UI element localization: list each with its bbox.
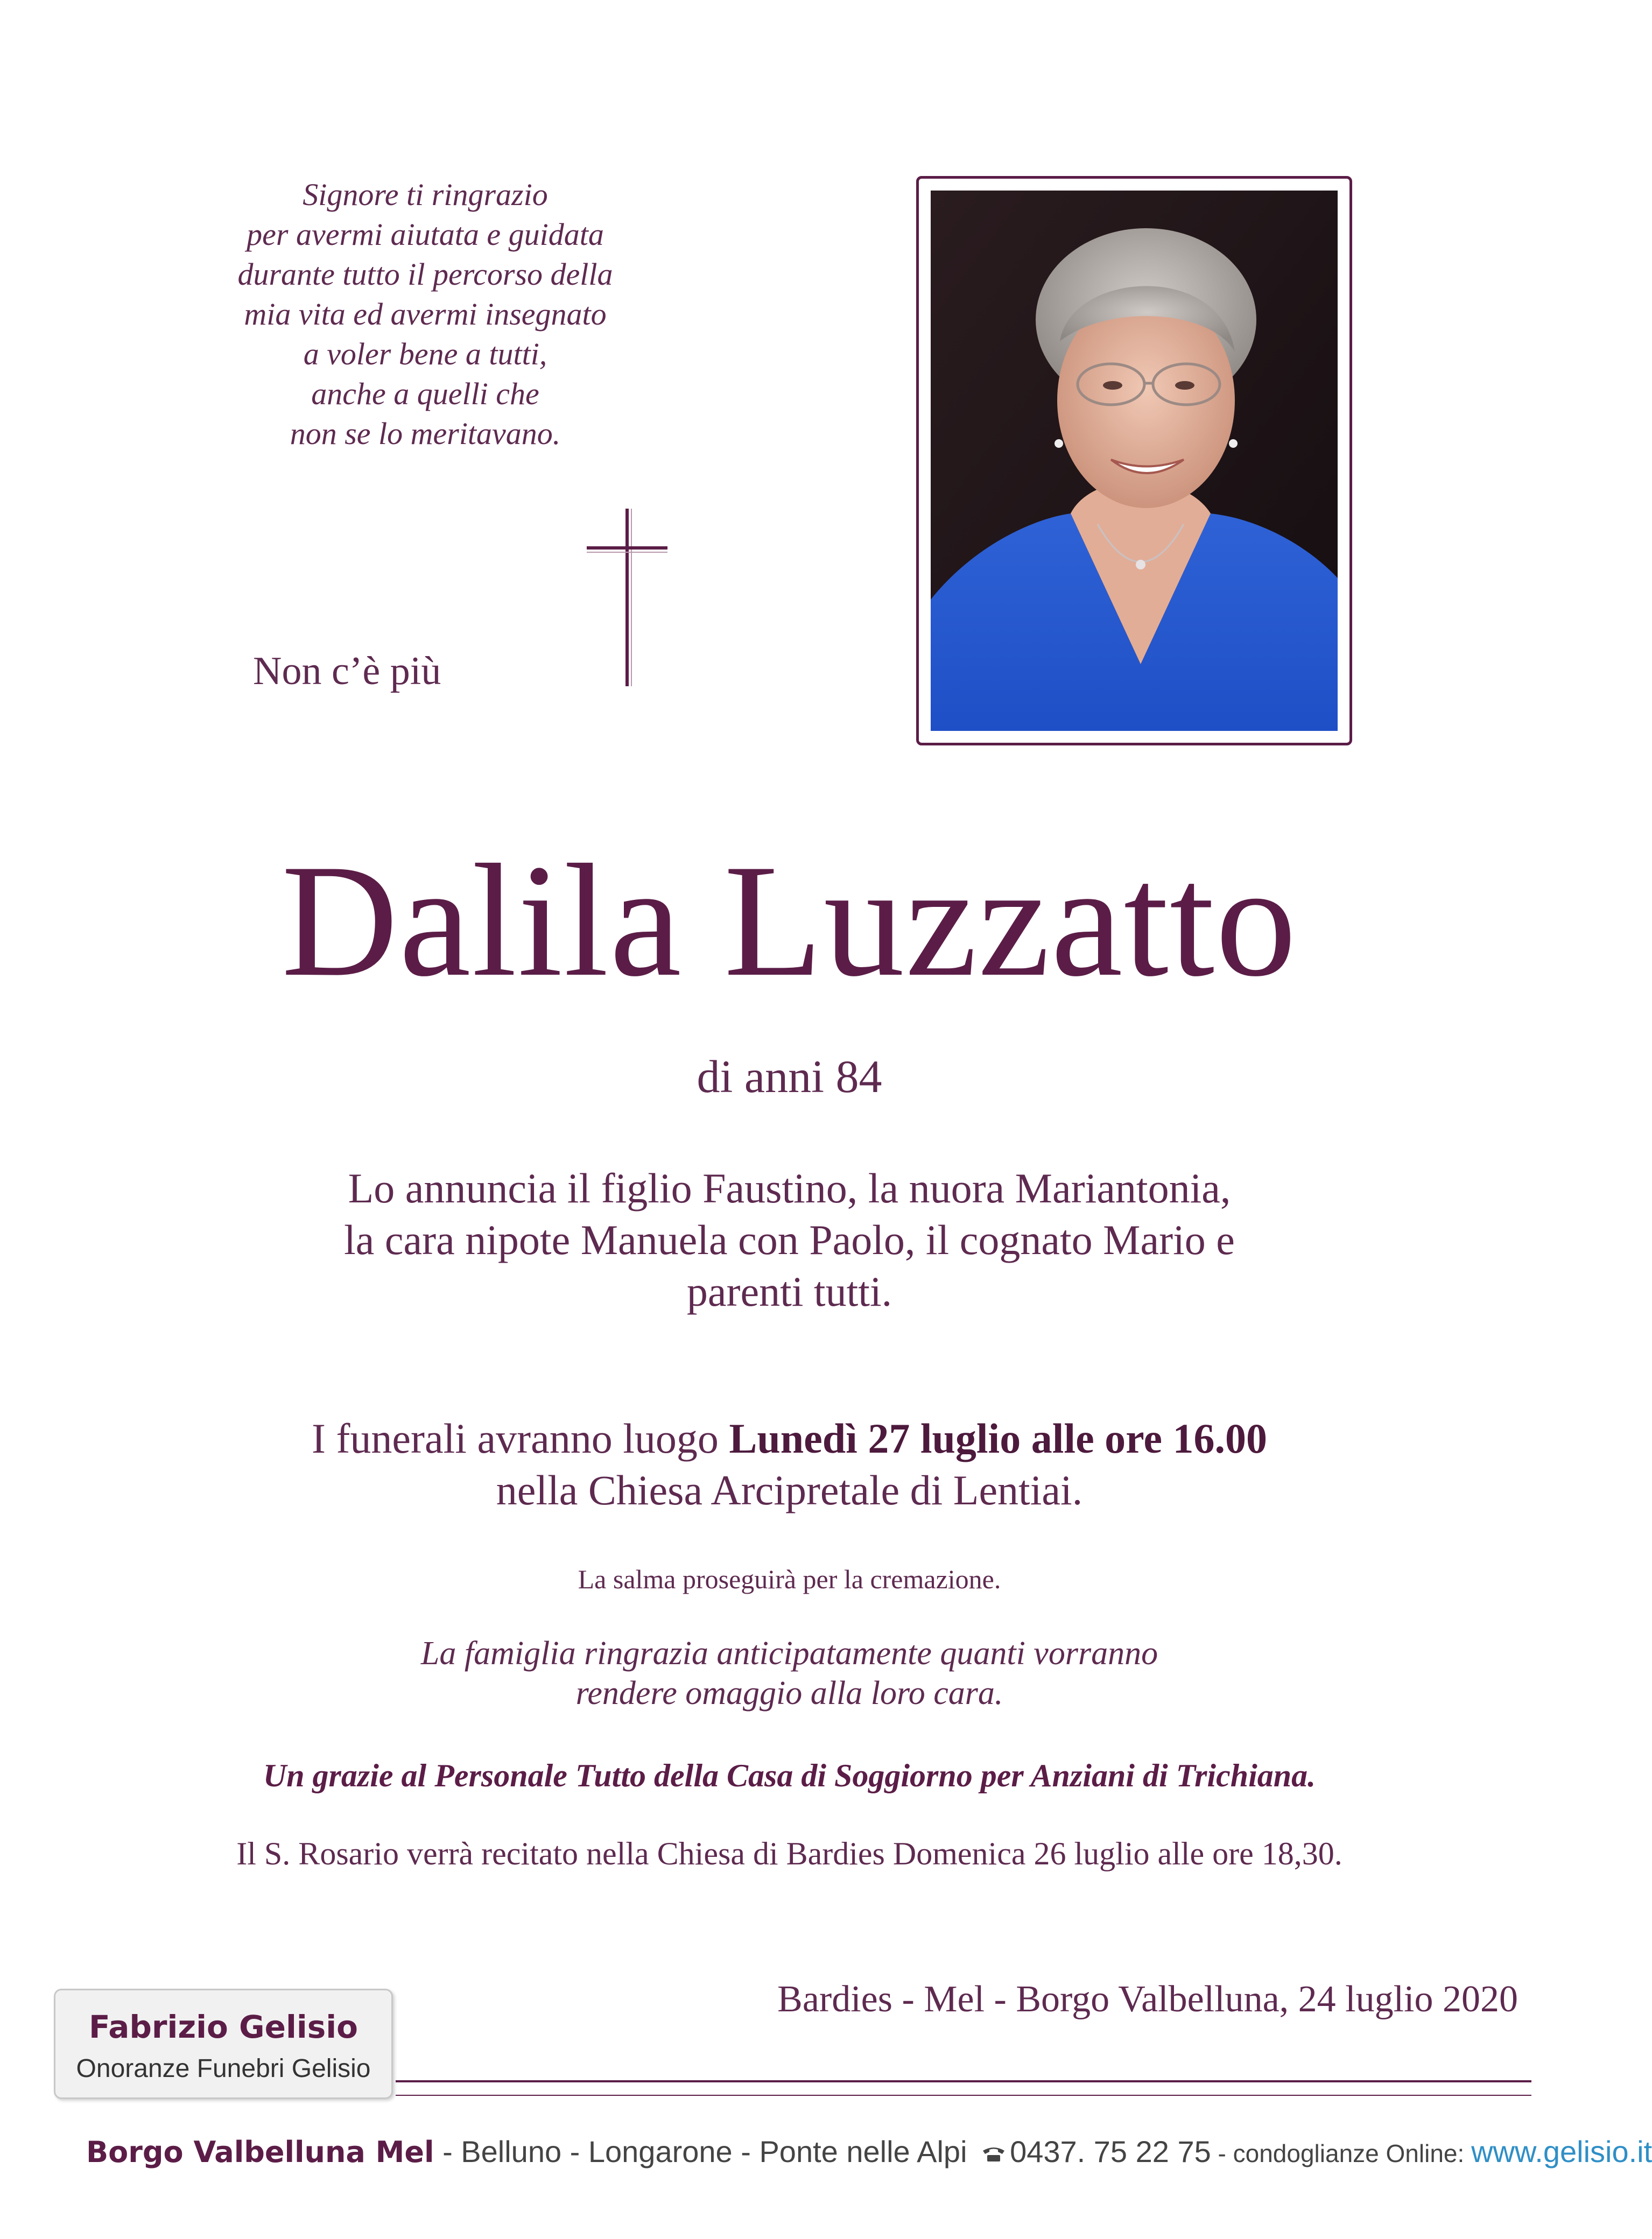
rosary-note: Il S. Rosario verrà recitato nella Chiesa di Bardies Domenica 26 luglio alle ore 18,30. <box>236 1836 1342 1871</box>
family-thanks <box>0 1634 1579 1713</box>
poem-line: a voler bene a tutti, <box>303 336 547 371</box>
deceased-age: di anni 84 <box>697 1051 882 1102</box>
poem <box>172 175 678 454</box>
funeral-info <box>0 1413 1579 1516</box>
cross-icon <box>587 509 673 686</box>
deceased-name: Dalila Luzzatto <box>281 831 1298 1010</box>
heading-non-ce-piu: Non c’è più <box>253 649 441 693</box>
poem-line: anche a quelli che <box>311 376 539 411</box>
portrait-photo <box>931 191 1338 731</box>
announcement-line: la cara nipote Manuela con Paolo, il cognato Mario e <box>344 1216 1235 1263</box>
footer-town: Borgo Valbelluna Mel <box>86 2135 434 2169</box>
family-thanks-line: La famiglia ringrazia anticipatamente quanti vorranno <box>420 1635 1158 1672</box>
poem-line: Signore ti ringrazio <box>303 177 548 212</box>
funeral-prefix: I funerali avranno luogo <box>311 1415 729 1462</box>
logo-subtitle: Onoranze Funebri Gelisio <box>76 2054 371 2083</box>
poem-line: non se lo meritavano. <box>290 416 561 451</box>
footer-website-link[interactable]: www.gelisio.it <box>1471 2135 1652 2168</box>
phone-icon <box>981 2144 1007 2164</box>
footer-divider <box>396 2080 1531 2082</box>
logo-name: Fabrizio Gelisio <box>89 2009 358 2045</box>
place-date: Bardies - Mel - Borgo Valbelluna, 24 luglio 2020 <box>777 1979 1518 2020</box>
footer-towns: - Belluno - Longarone - Ponte nelle Alpi <box>434 2135 967 2168</box>
announcement-line: parenti tutti. <box>686 1268 892 1315</box>
funeral-place: nella Chiesa Arcipretale di Lentiai. <box>496 1467 1083 1513</box>
family-thanks-line: rendere omaggio alla loro cara. <box>575 1675 1003 1712</box>
funeral-home-logo <box>54 1989 393 2099</box>
footer-phone: 0437. 75 22 75 <box>1010 2135 1211 2168</box>
portrait-photo-frame <box>916 176 1352 745</box>
footer-condolences-label: - condoglianze Online: <box>1211 2139 1472 2167</box>
poem-line: per avermi aiutata e guidata <box>247 217 604 252</box>
staff-thanks: Un grazie al Personale Tutto della Casa di Soggiorno per Anziani di Trichiana. <box>263 1758 1316 1793</box>
announcement <box>0 1163 1579 1318</box>
poem-line: mia vita ed avermi insegnato <box>244 297 607 332</box>
footer-divider <box>396 2095 1531 2096</box>
funeral-date-time: Lunedì 27 luglio alle ore 16.00 <box>729 1415 1268 1462</box>
announcement-line: Lo annuncia il figlio Faustino, la nuora Mariantonia, <box>348 1165 1231 1212</box>
footer <box>86 2134 1652 2169</box>
poem-line: durante tutto il percorso della <box>237 257 613 292</box>
cremation-note: La salma proseguirà per la cremazione. <box>578 1564 1001 1594</box>
